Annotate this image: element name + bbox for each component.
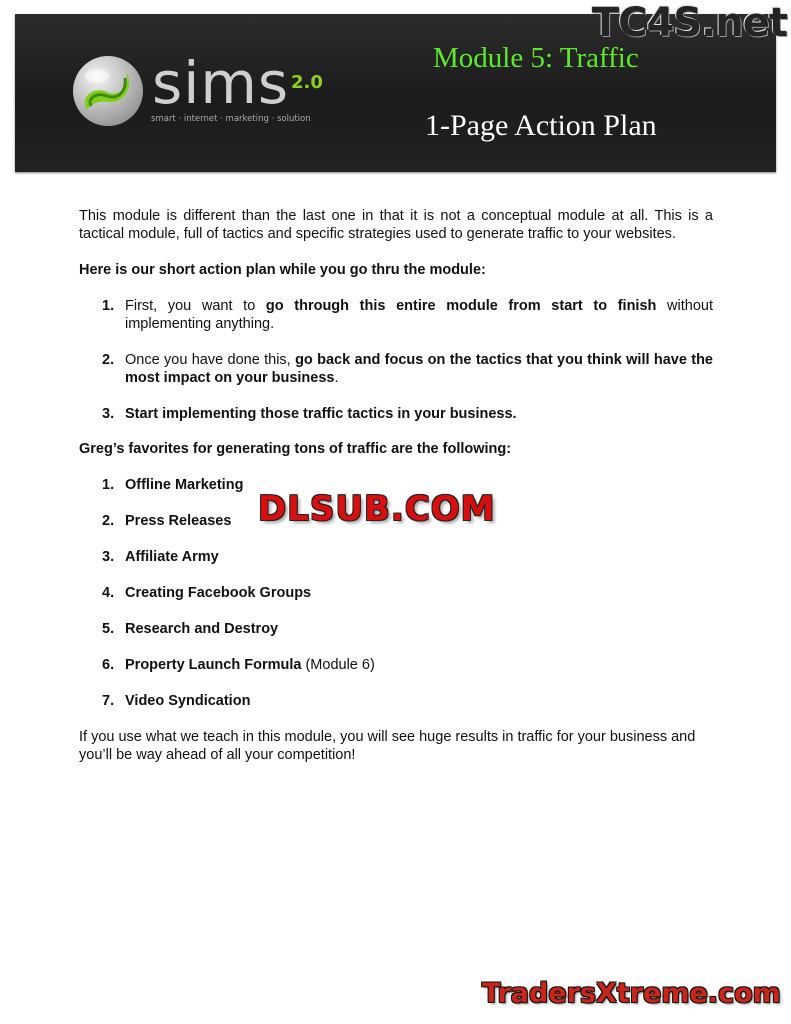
list-item-emphasis: go through this entire module from start to finish bbox=[265, 298, 657, 314]
list-item bbox=[79, 297, 713, 333]
list-item-label: Press Releases bbox=[125, 513, 232, 529]
list-item-number: 1. bbox=[102, 477, 115, 493]
list-item bbox=[79, 351, 713, 387]
logo-version: 2.0 bbox=[291, 72, 323, 93]
list-item bbox=[79, 405, 713, 423]
action-plan-heading: Here is our short action plan while you go thru the module: bbox=[79, 262, 486, 278]
list-item-text: without implementing anything. bbox=[125, 298, 713, 332]
list-item-emphasis: Start implementing those traffic tactics in your business. bbox=[125, 406, 517, 422]
sims-logo-icon bbox=[73, 56, 143, 126]
list-item bbox=[79, 584, 713, 602]
list-item-label: Video Syndication bbox=[125, 693, 251, 709]
module-title: Module 5: Traffic bbox=[433, 42, 639, 74]
page-title: 1-Page Action Plan bbox=[425, 109, 657, 142]
watermark-top-right: TC4S.net bbox=[591, 0, 787, 46]
list-item-label: Research and Destroy bbox=[125, 621, 279, 637]
list-item-number: 3. bbox=[102, 549, 115, 565]
list-item-number: 3. bbox=[102, 406, 115, 422]
list-item-text: Once you have done this, bbox=[125, 352, 296, 368]
list-item-note: (Module 6) bbox=[301, 657, 375, 673]
watermark-bottom-right: TradersXtreme.com bbox=[482, 978, 781, 1009]
list-item-label: Property Launch Formula bbox=[125, 657, 302, 673]
list-item-number: 5. bbox=[102, 621, 115, 637]
list-item bbox=[79, 656, 713, 674]
document-body bbox=[79, 207, 713, 764]
logo-tagline: smart · internet · marketing · solution bbox=[151, 114, 311, 124]
list-item-text: First, you want to bbox=[125, 298, 266, 314]
favorites-heading: Greg’s favorites for generating tons of traffic are the following: bbox=[79, 441, 512, 457]
action-plan-list bbox=[79, 297, 713, 423]
list-item bbox=[79, 548, 713, 566]
list-item-number: 4. bbox=[102, 585, 115, 601]
list-item-number: 2. bbox=[102, 352, 115, 368]
intro-paragraph: This module is different than the last one in that it is not a conceptual module at all. This is a tactical module, full of tactics and specific strategies used to generate traffic to your websites. bbox=[79, 208, 713, 242]
list-item-label: Affiliate Army bbox=[125, 549, 219, 565]
list-item-emphasis: go back and focus on the tactics that you think will have the most impact on your business bbox=[125, 352, 713, 386]
list-item-number: 6. bbox=[102, 657, 115, 673]
list-item-text: . bbox=[334, 370, 339, 386]
list-item-number: 2. bbox=[102, 513, 115, 529]
list-item bbox=[79, 620, 713, 638]
list-item-label: Offline Marketing bbox=[125, 477, 244, 493]
logo-wordmark: sims bbox=[152, 49, 290, 117]
watermark-middle: DLSUB.COM bbox=[258, 489, 496, 529]
closing-paragraph: If you use what we teach in this module, you will see huge results in traffic for your business and you’ll be way ahead of all your competition! bbox=[79, 729, 696, 763]
list-item-number: 1. bbox=[102, 298, 115, 314]
list-item bbox=[79, 692, 713, 710]
list-item-number: 7. bbox=[102, 693, 115, 709]
list-item-label: Creating Facebook Groups bbox=[125, 585, 312, 601]
